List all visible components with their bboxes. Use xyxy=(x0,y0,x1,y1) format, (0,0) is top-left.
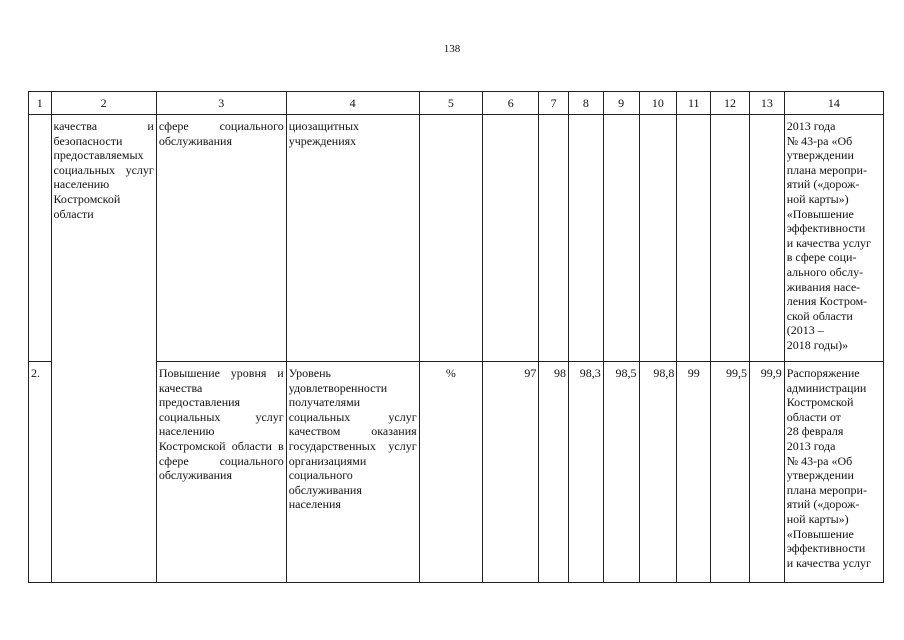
text-line: эффективности xyxy=(786,221,866,236)
text-line: ления Костром- xyxy=(786,294,868,309)
text-line: утверждении xyxy=(786,468,854,483)
value-cell xyxy=(711,115,750,362)
header-cell: 10 xyxy=(639,92,677,115)
row-number-cell xyxy=(29,115,52,362)
header-cell: 12 xyxy=(711,92,750,115)
header-cell: 3 xyxy=(156,92,286,115)
header-cell: 13 xyxy=(749,92,784,115)
header-cell: 6 xyxy=(483,92,539,115)
row-number-cell: 2. xyxy=(29,362,52,583)
value-cell: 99,9 xyxy=(749,362,784,583)
source-document-cell xyxy=(784,115,883,362)
text-line: ной карты») xyxy=(786,511,849,526)
text-line: плана меропри- xyxy=(786,482,867,497)
text-line: живания насе- xyxy=(786,279,861,294)
task-cell: Повышение уровня и качества предоставления социальных услуг населению Костромской области в сфере социального обслуживания xyxy=(156,362,286,583)
value-cell: 99 xyxy=(677,362,711,583)
text-line: «Повышение xyxy=(786,206,854,221)
text-line: ской области xyxy=(786,308,853,323)
value-cell xyxy=(539,115,569,362)
text-line: № 43-ра «Об xyxy=(786,133,853,148)
text-line: 28 февраля xyxy=(786,424,844,439)
header-cell: 4 xyxy=(286,92,419,115)
value-cell: 98,8 xyxy=(639,362,677,583)
text-line: ной карты») xyxy=(786,191,849,206)
text-line: ятий («дорож- xyxy=(786,177,860,192)
table-row xyxy=(29,115,884,362)
text-line: и качества услуг xyxy=(786,555,871,570)
table-row xyxy=(29,362,884,583)
text-line: ального обслу- xyxy=(786,264,864,279)
header-cell: 14 xyxy=(784,92,883,115)
indicator-cell: Уровень удовлетворенности получателями социальных услуг качеством оказания государственных услуг организациями социального обслуживания населения xyxy=(286,362,419,583)
indicator-cell: циозащитных учреждениях xyxy=(286,115,419,362)
text-line: эффективности xyxy=(786,541,866,556)
header-cell: 2 xyxy=(51,92,156,115)
value-cell: 98,3 xyxy=(568,362,603,583)
text-line: ятий («дорож- xyxy=(786,497,860,512)
text-line: утверждении xyxy=(786,148,854,163)
value-cell xyxy=(568,115,603,362)
value-cell xyxy=(639,115,677,362)
unit-cell: % xyxy=(419,362,482,583)
text-line: 2018 годы)» xyxy=(786,337,849,352)
value-cell xyxy=(603,115,639,362)
value-cell xyxy=(677,115,711,362)
value-cell: 98,5 xyxy=(603,362,639,583)
value-cell: 97 xyxy=(483,362,539,583)
header-cell: 7 xyxy=(539,92,569,115)
header-cell: 1 xyxy=(29,92,52,115)
text-line: № 43-ра «Об xyxy=(786,453,853,468)
text-line: 2013 года xyxy=(786,119,836,133)
source-document-cell xyxy=(784,362,883,583)
value-cell xyxy=(749,115,784,362)
text-line: области от xyxy=(786,409,841,424)
text-line: «Повышение xyxy=(786,526,854,541)
value-cell xyxy=(483,115,539,362)
unit-cell xyxy=(419,115,482,362)
text-line: 2013 года xyxy=(786,438,836,453)
text-line: (2013 – xyxy=(786,323,824,338)
text-line: администрации xyxy=(786,380,867,395)
header-cell: 9 xyxy=(603,92,639,115)
page-number: 138 xyxy=(443,43,461,55)
goal-cell: качества и безопасности предоставляемых социальных услуг населению Костромской области xyxy=(51,115,156,583)
text-line: в сфере соци- xyxy=(786,250,857,265)
header-cell: 5 xyxy=(419,92,482,115)
task-cell: сфере социального обслуживания xyxy=(156,115,286,362)
text-line: Костромской xyxy=(786,395,854,410)
value-cell: 98 xyxy=(539,362,569,583)
text-line: Распоряжение xyxy=(786,366,860,380)
indicators-table xyxy=(28,91,884,583)
header-cell: 11 xyxy=(677,92,711,115)
text-line: и качества услуг xyxy=(786,235,871,250)
header-row xyxy=(29,92,884,115)
value-cell: 99,5 xyxy=(711,362,750,583)
text-line: плана меропри- xyxy=(786,162,867,177)
header-cell: 8 xyxy=(568,92,603,115)
